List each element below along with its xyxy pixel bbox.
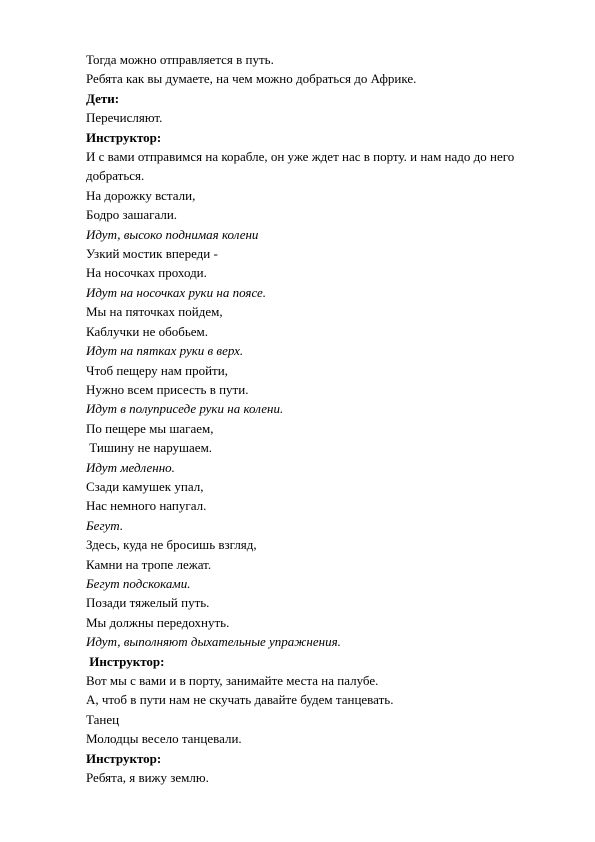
text-line: Вот мы с вами и в порту, занимайте места на палубе. [86, 673, 379, 688]
text-line: Ребята как вы думаете, на чем можно добраться до Африке. [86, 71, 417, 87]
speaker-heading: Инструктор: [86, 750, 162, 766]
stage-direction: Идут, высоко поднимая колени [86, 226, 259, 242]
text-line: Тогда можно отправляется в путь. [86, 52, 274, 67]
speaker-heading: Инструктор: [86, 129, 162, 145]
poem-line: Здесь, куда не бросишь взгляд, [86, 537, 257, 553]
poem-line: Нас немного напугал. [86, 498, 207, 514]
poem-line: Позади тяжелый путь. [86, 595, 210, 611]
stage-direction: Идут в полуприседе руки на колени. [86, 401, 284, 417]
poem-line: Бодро зашагали. [86, 207, 178, 223]
text-line: Ребята, я вижу землю. [86, 770, 209, 786]
poem-line: Узкий мостик впереди - [86, 246, 218, 262]
speaker-heading: Дети: [86, 90, 120, 106]
poem-line: Каблучки не обобьем. [86, 323, 208, 339]
text-line: Танец [86, 711, 120, 727]
text-line: И с вами отправимся на корабле, он уже ждет нас в порту. и нам надо до него [86, 149, 515, 165]
stage-direction: Идут, выполняют дыхательные упражнения. [86, 634, 341, 650]
poem-line: По пещере мы шагаем, [86, 420, 214, 436]
document-body [86, 50, 566, 787]
text-line: добраться. [86, 168, 145, 184]
stage-direction: Бегут подскоками. [86, 575, 191, 591]
poem-line: Нужно всем присесть в пути. [86, 381, 249, 397]
text-line: Молодцы весело танцевали. [86, 731, 242, 747]
poem-line: Камни на тропе лежат. [86, 556, 212, 572]
stage-direction: Идут на носочках руки на поясе. [86, 284, 267, 300]
poem-line: На дорожку встали, [86, 187, 196, 203]
poem-line: Тишину не нарушаем. [86, 440, 213, 456]
text-line: А, чтоб в пути нам не скучать давайте будем танцевать. [86, 692, 394, 708]
speaker-heading: Инструктор: [86, 653, 165, 669]
stage-direction: Бегут. [86, 517, 124, 533]
stage-direction: Идут на пятках руки в верх. [86, 343, 244, 359]
poem-line: Мы на пяточках пойдем, [86, 304, 223, 320]
poem-line: Сзади камушек упал, [86, 478, 204, 494]
stage-direction: Идут медленно. [86, 459, 175, 475]
poem-line: Мы должны передохнуть. [86, 614, 230, 630]
poem-line: На носочках проходи. [86, 265, 207, 281]
text-line: Перечисляют. [86, 110, 163, 126]
poem-line: Чтоб пещеру нам пройти, [86, 362, 228, 378]
